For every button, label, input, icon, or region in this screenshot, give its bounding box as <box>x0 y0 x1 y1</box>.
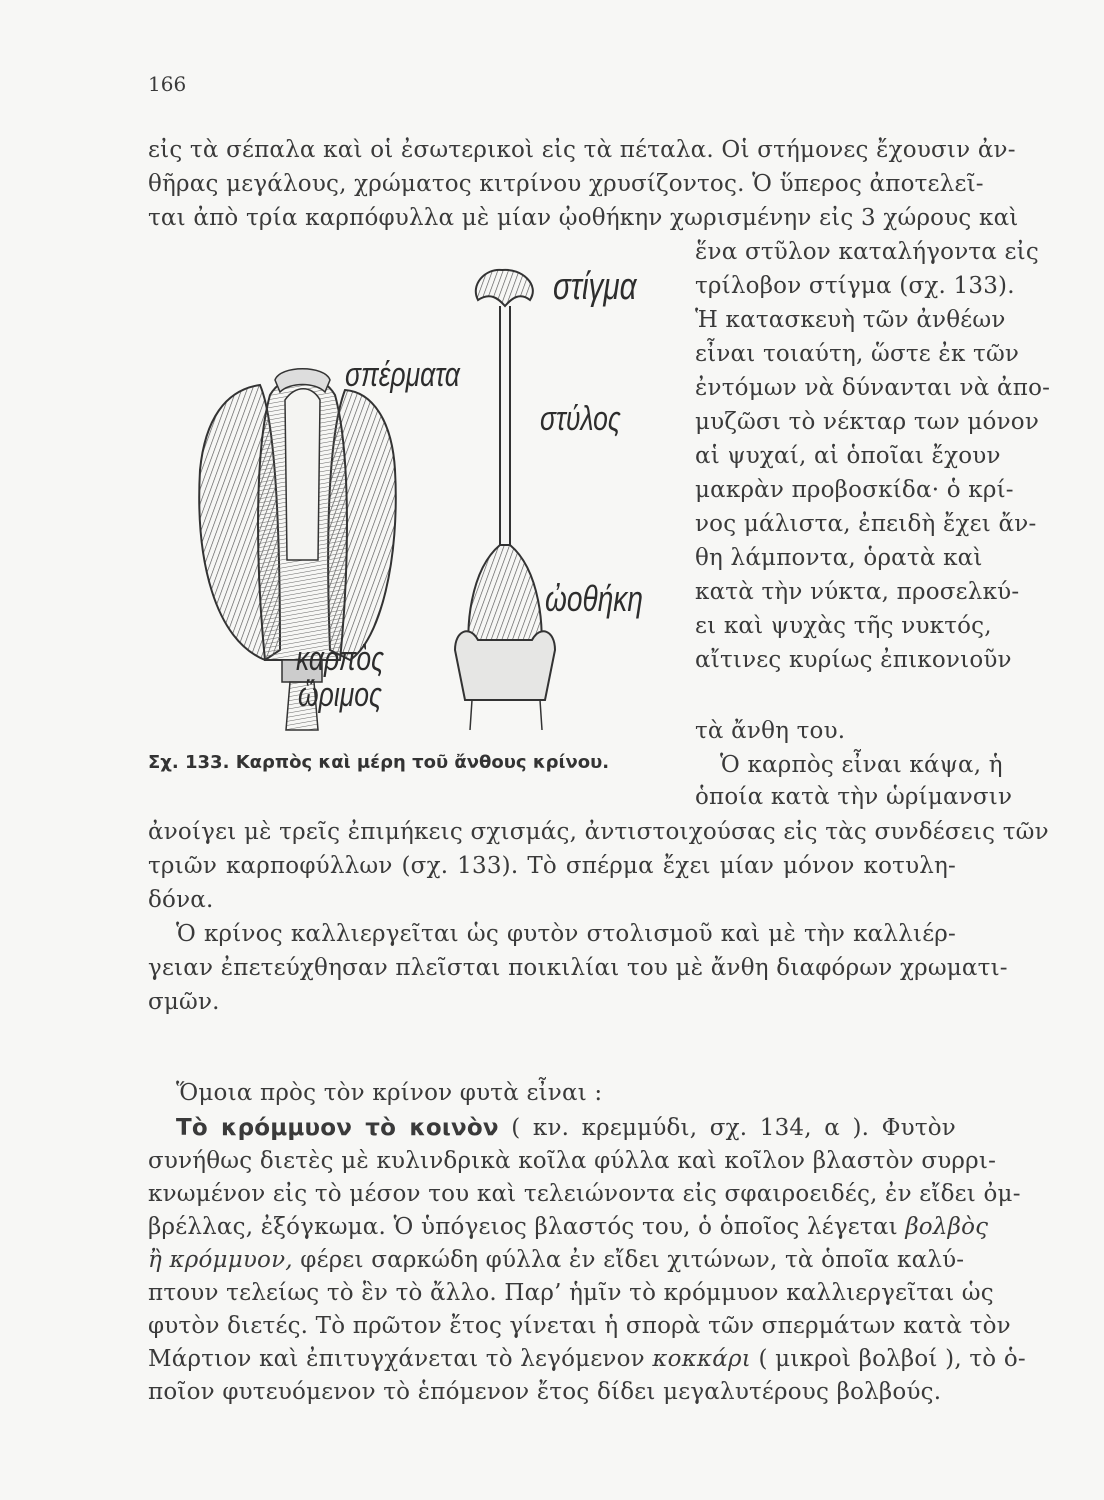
label-stigma: στίγμα <box>553 266 637 308</box>
label-style: στύλος <box>540 400 621 438</box>
text-span-italic: ἢ κρόμμυον, <box>148 1247 293 1273</box>
text-line: ποῖον φυτευόμενον τὸ ἑπόμενον ἔτος δίδει μεγαλυτέρους βολβούς. <box>148 1379 942 1405</box>
label-fruit: καρπὸς <box>296 640 385 678</box>
page-number: 166 <box>148 72 187 96</box>
text-line: ὁποία κατὰ τὴν ὡρίμανσιν <box>695 784 1013 810</box>
text-line: εἰς τὰ σέπαλα καὶ οἱ ἐσωτερικοὶ εἰς τὰ πέταλα. Οἱ στήμονες ἔχουσιν ἀν- <box>148 137 1016 163</box>
text-line: συνήθως διετὲς μὲ κυλινδρικὰ κοῖλα φύλλα καὶ κοῖλον βλαστὸν συρρι- <box>148 1148 997 1174</box>
text-line: ἐντόμων νὰ δύνανται νὰ ἀπο- <box>695 375 1051 401</box>
text-line <box>148 1245 965 1275</box>
figure-caption: Σχ. 133. Καρπὸς καὶ μέρη τοῦ ἄνθους κρίνου. <box>148 752 610 773</box>
text-line: νος μάλιστα, ἐπειδὴ ἔχει ἄν- <box>695 511 1037 537</box>
text-line: πτουν τελείως τὸ ἓν τὸ ἄλλο. Παρ’ ἡμῖν τὸ κρόμμυον καλλιεργεῖται ὡς <box>148 1280 994 1306</box>
text-line: θη λάμποντα, ὁρατὰ καὶ <box>695 545 983 571</box>
text-line: τρίλοβον στίγμα (σχ. 133). <box>695 273 1015 299</box>
text-span: ( κν. κρεμμύδι, σχ. 134, α ). Φυτὸν <box>511 1115 956 1141</box>
text-line <box>148 1212 989 1242</box>
text-line: γειαν ἐπετεύχθησαν πλεῖσται ποικιλίαι του μὲ ἄνθη διαφόρων χρωματι- <box>148 955 1008 981</box>
text-line: εἶναι τοιαύτη, ὥστε ἐκ τῶν <box>695 341 1020 367</box>
label-ovary: ὠοθήκη <box>545 578 643 619</box>
text-line: αἴτινες κυρίως ἐπικονιοῦν <box>695 647 1012 673</box>
text-line: Ἡ κατασκευὴ τῶν ἀνθέων <box>695 307 1006 333</box>
text-line: μακρὰν προβοσκίδα· ὁ κρί- <box>695 477 1014 503</box>
text-line: τριῶν καρποφύλλων (σχ. 133). Τὸ σπέρμα ἔχει μίαν μόνον κοτυλη- <box>148 853 956 879</box>
text-span: βρέλλας, ἐξόγκωμα. Ὁ ὑπόγειος βλαστός του, ὁ ὁποῖος λέγεται <box>148 1214 906 1240</box>
text-span: Μάρτιον καὶ ἐπιτυγχάνεται τὸ λεγόμενον <box>148 1346 653 1372</box>
text-line: κνωμένον εἰς τὸ μέσον του καὶ τελειώνοντα εἰς σφαιροειδές, ἐν εἴδει ὀμ- <box>148 1181 1021 1207</box>
text-span-italic: κοκκάρι <box>652 1346 751 1372</box>
text-line: φυτὸν διετές. Τὸ πρῶτον ἔτος γίνεται ἡ σπορὰ τῶν σπερμάτων κατὰ τὸν <box>148 1313 1011 1339</box>
text-line: θῆρας μεγάλους, χρώματος κιτρίνου χρυσίζοντος. Ὁ ὕπερος ἀποτελεῖ- <box>148 171 984 197</box>
text-line: Ὁ καρπὸς εἶναι κάψα, ἡ <box>720 752 1003 778</box>
text-line: ται ἀπὸ τρία καρπόφυλλα μὲ μίαν ᾠοθήκην χωρισμένην εἰς 3 χώρους καὶ <box>148 205 1019 231</box>
label-ripe: ὥριμος <box>298 676 382 714</box>
text-line: μυζῶσι τὸ νέκταρ των μόνον <box>695 409 1040 435</box>
text-line: ἀνοίγει μὲ τρεῖς ἐπιμήκεις σχισμάς, ἀντιστοιχούσας εἰς τὰς συνδέσεις τῶν <box>148 819 1049 845</box>
text-line: ἕνα στῦλον καταλήγοντα εἰς <box>695 239 1039 265</box>
onion-heading-line <box>176 1113 956 1143</box>
text-line: σμῶν. <box>148 989 220 1015</box>
label-seeds: σπέρματα <box>345 356 460 394</box>
pistil-drawing <box>455 270 555 730</box>
onion-heading: Τὸ κρόμμυον τὸ κοινὸν <box>176 1115 499 1141</box>
text-line: κατὰ τὴν νύκτα, προσελκύ- <box>695 579 1020 605</box>
text-line: δόνα. <box>148 887 214 913</box>
text-line: Ὅμοια πρὸς τὸν κρίνον φυτὰ εἶναι : <box>176 1080 603 1106</box>
text-span: φέρει σαρκώδη φύλλα ἐν εἴδει χιτώνων, τὰ ὁποῖα καλύ- <box>292 1247 965 1273</box>
text-line: ει καὶ ψυχὰς τῆς νυκτός, <box>695 613 992 639</box>
text-line: Ὁ κρίνος καλλιεργεῖται ὡς φυτὸν στολισμοῦ καὶ μὲ τὴν καλλιέρ- <box>176 921 956 947</box>
text-line: αἱ ψυχαί, αἱ ὁποῖαι ἔχουν <box>695 443 1001 469</box>
text-span: ( μικροὶ βολβοί ), τὸ ὁ- <box>750 1346 1026 1372</box>
text-line <box>148 1344 1026 1374</box>
text-line: τὰ ἄνθη του. <box>695 718 846 744</box>
text-span-italic: βολβὸς <box>905 1214 989 1240</box>
